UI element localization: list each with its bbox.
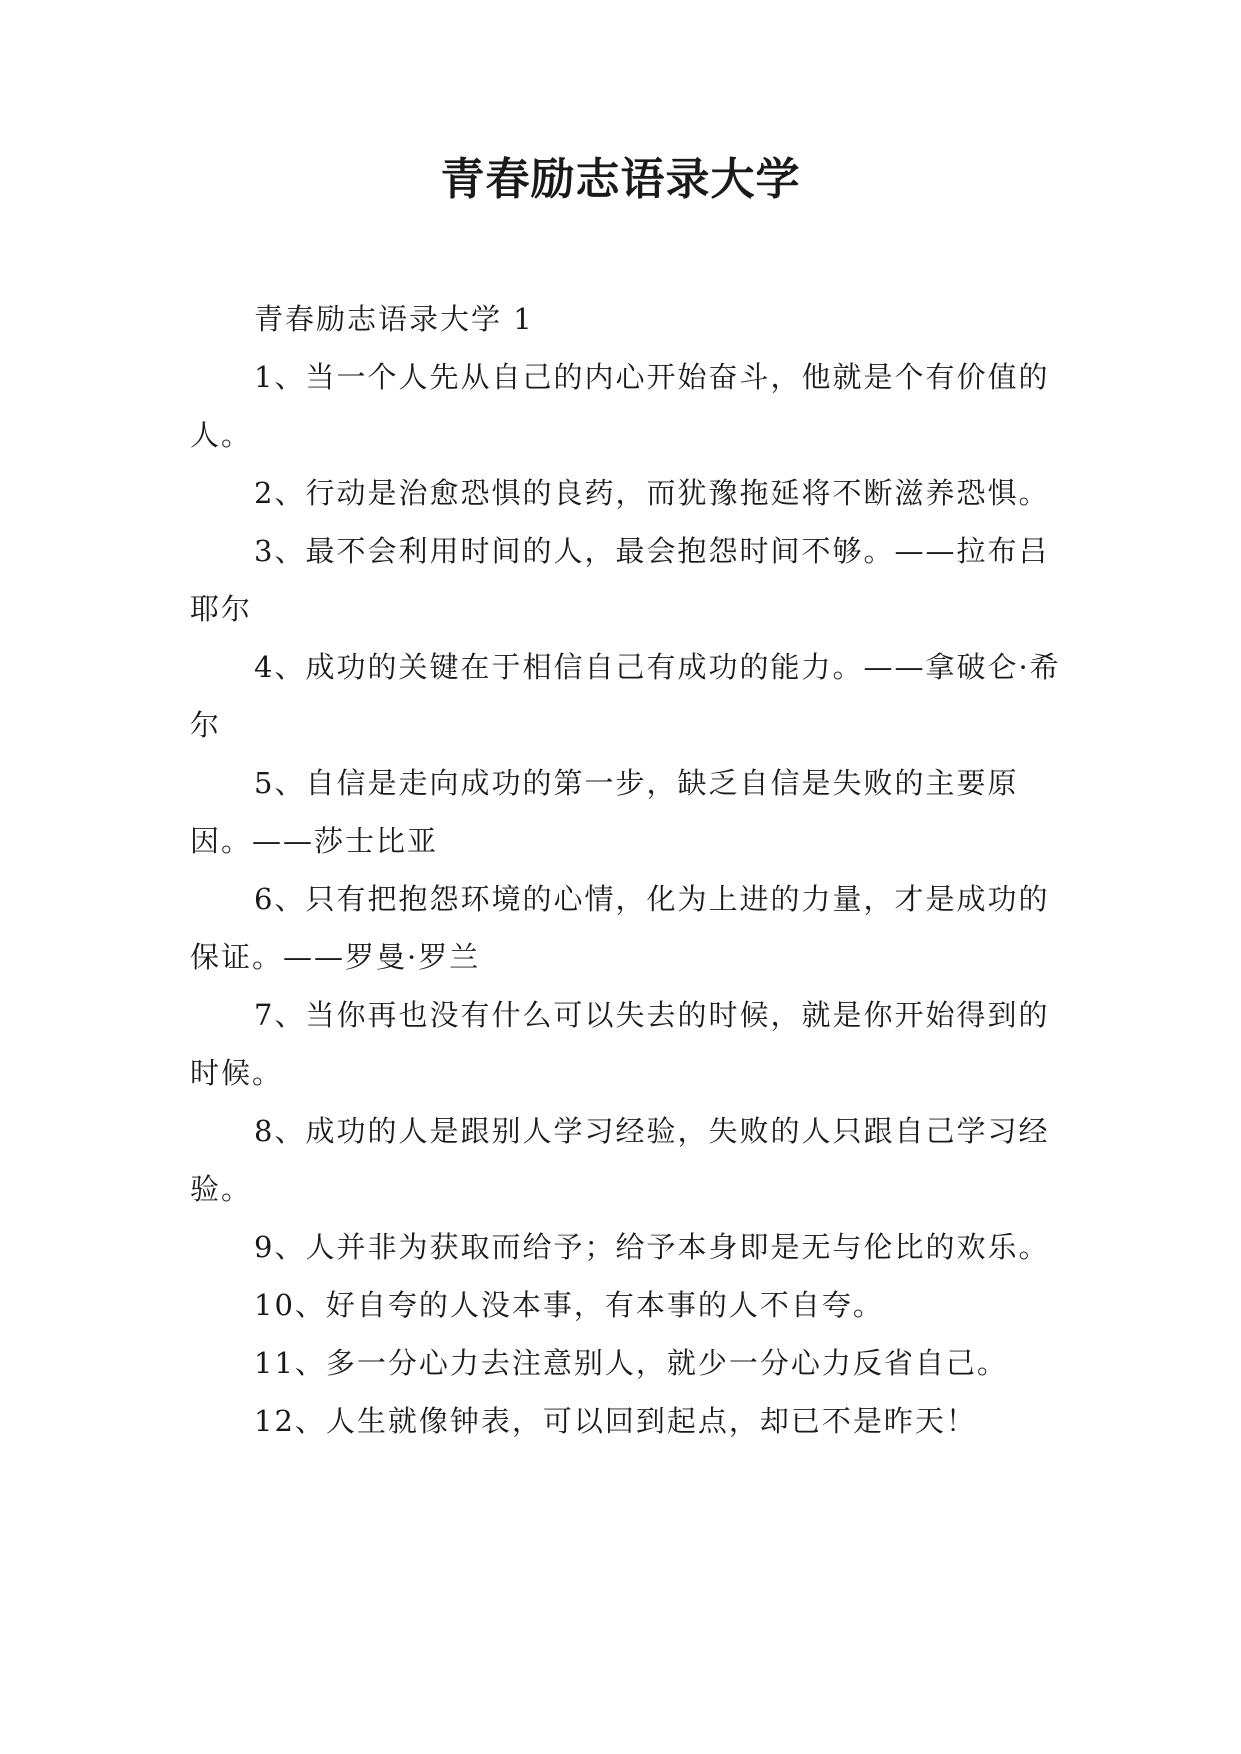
quote-paragraph: 11、多一分心力去注意别人，就少一分心力反省自己。 — [254, 1346, 1008, 1380]
quote-paragraph: 12、人生就像钟表，可以回到起点，却已不是昨天！ — [254, 1404, 977, 1438]
quote-paragraph: 4、成功的关键在于相信自己有成功的能力。——拿破仑·希尔 — [190, 650, 1061, 742]
quote-paragraph: 1、当一个人先从自己的内心开始奋斗，他就是个有价值的人。 — [190, 360, 1050, 452]
quote-paragraph: 2、行动是治愈恐惧的良药，而犹豫拖延将不断滋养恐惧。 — [254, 476, 1050, 510]
quote-paragraph: 7、当你再也没有什么可以失去的时候，就是你开始得到的时候。 — [190, 998, 1050, 1090]
quote-paragraph: 3、最不会利用时间的人，最会抱怨时间不够。——拉布吕耶尔 — [190, 534, 1050, 626]
quote-paragraph: 8、成功的人是跟别人学习经验，失败的人只跟自己学习经验。 — [190, 1114, 1050, 1206]
document-body — [190, 290, 1062, 1450]
quote-paragraph: 10、好自夸的人没本事，有本事的人不自夸。 — [254, 1288, 884, 1322]
quote-paragraph: 9、人并非为获取而给予；给予本身即是无与伦比的欢乐。 — [254, 1230, 1050, 1264]
quote-paragraph: 6、只有把抱怨环境的心情，化为上进的力量，才是成功的保证。——罗曼·罗兰 — [190, 882, 1050, 974]
document-title: 青春励志语录大学 — [440, 154, 801, 205]
quote-paragraph: 5、自信是走向成功的第一步，缺乏自信是失败的主要原因。——莎士比亚 — [190, 766, 1019, 858]
section-heading: 青春励志语录大学 1 — [254, 302, 534, 336]
